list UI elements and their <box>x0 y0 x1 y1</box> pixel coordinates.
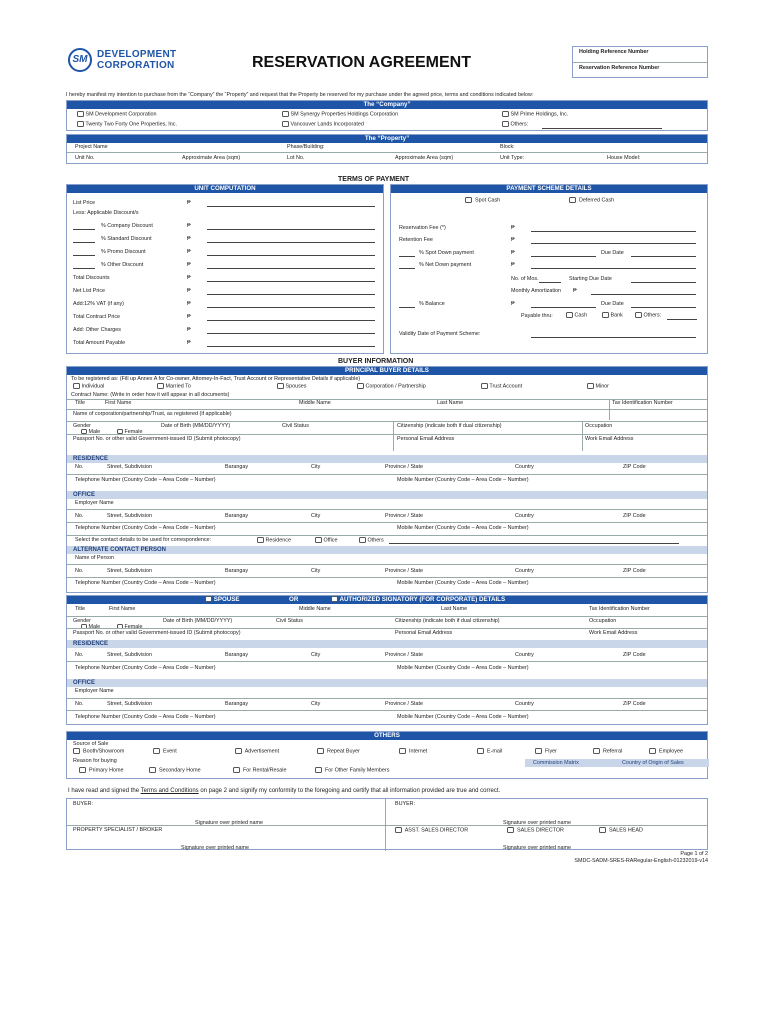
retention-fee-field[interactable] <box>531 243 696 244</box>
address-col-label: City <box>311 464 321 470</box>
reason-option[interactable]: For Rental/Resale <box>233 767 286 773</box>
address-col-label: Barangay <box>225 513 249 519</box>
unit-row-label: Add:12% VAT (if any) <box>73 301 124 307</box>
spot-down-due-field[interactable] <box>631 256 696 257</box>
area-label-1: Approximate Area (sqm) <box>182 155 241 161</box>
project-name-label: Project Name <box>75 144 108 150</box>
payable-thru-label: Payable thru: <box>521 313 553 319</box>
property-bar: The “Property” <box>67 135 707 143</box>
address-col-label: Province / State <box>385 568 424 574</box>
principal-bar: PRINCIPAL BUYER DETAILS <box>67 367 707 375</box>
contract-name-label: Contract Name: (Write in order how it will appear in all documents) <box>71 392 230 398</box>
page-number: Page 1 of 2 <box>680 851 708 857</box>
unit-row-label: Total Discounts <box>73 275 110 281</box>
company-option-others[interactable]: Others: <box>502 121 528 127</box>
page-title: RESERVATION AGREEMENT <box>252 54 471 71</box>
unit-row-field[interactable] <box>207 320 375 321</box>
company-option-smdc[interactable]: SM Development Corporation <box>77 111 157 117</box>
retention-fee-label: Retention Fee <box>399 237 433 243</box>
bank-option[interactable]: Bank <box>602 312 623 318</box>
unit-computation: UNIT COMPUTATION List Price ₱ Less: Applicable Discount/s % Company Discount ₱ % Standard Discount ₱ % Promo Discount ₱ % Other Discount ₱ Total Discounts ₱ Net List Price ₱ Add:12% VAT (if any) ₱ Total Contract Price ₱ Add: Other Charges ₱ Total Amount Payable ₱ <box>66 184 384 354</box>
balance-label: % Balance <box>419 301 445 307</box>
reservation-ref-label: Reservation Reference Number <box>579 65 660 71</box>
house-model-label: House Model: <box>607 155 641 161</box>
address-col-label: Province / State <box>385 652 424 658</box>
spot-cash-option[interactable]: Spot Cash <box>465 197 500 203</box>
balance-field[interactable] <box>531 307 596 308</box>
address-col-label: Country <box>515 513 534 519</box>
unit-row-field[interactable] <box>207 255 375 256</box>
registered-as-label: To be registered as: (Fill up Annex A for Co-owner, Attorney-In-Fact, Trust Account or Representative Details if applicable) <box>71 376 361 382</box>
alt-contact-section: ALTERNATE CONTACT PERSON <box>67 546 707 554</box>
office-section: OFFICE <box>67 491 707 499</box>
reservation-fee-field[interactable] <box>531 231 696 232</box>
address-col-label: ZIP Code <box>623 464 646 470</box>
address-col-label: No. <box>75 652 84 658</box>
unit-type-label: Unit Type: <box>500 155 525 161</box>
address-col-label: Street, Subdivision <box>107 701 152 707</box>
no-of-mos-field[interactable] <box>539 282 561 283</box>
net-down-field[interactable] <box>531 268 696 269</box>
address-col-label: Street, Subdivision <box>107 568 152 574</box>
unit-row-label: Total Amount Payable <box>73 340 126 346</box>
unit-row-label: Less: Applicable Discount/s <box>73 210 139 216</box>
reason-option[interactable]: For Other Family Members <box>315 767 389 773</box>
asd-option[interactable]: ASST. SALES DIRECTOR <box>395 827 468 833</box>
address-col-label: Barangay <box>225 652 249 658</box>
address-col-label: Street, Subdivision <box>107 464 152 470</box>
company-section <box>66 100 708 131</box>
source-option[interactable]: Internet <box>399 748 427 754</box>
source-option[interactable]: Booth/Showroom <box>73 748 124 754</box>
source-option[interactable]: Flyer <box>535 748 557 754</box>
company-option-vancouver[interactable]: Vancouver Lands Incorporated <box>282 121 364 127</box>
address-col-label: Street, Subdivision <box>107 513 152 519</box>
address-col-label: Province / State <box>385 464 424 470</box>
net-down-label: % Net Down payment <box>419 262 472 268</box>
validity-date-label: Validity Date of Payment Scheme: <box>399 331 481 337</box>
cash-option[interactable]: Cash <box>566 312 587 318</box>
unit-row-field[interactable] <box>207 281 375 282</box>
sh-option[interactable]: SALES HEAD <box>599 827 643 833</box>
address-col-label: Barangay <box>225 568 249 574</box>
address-col-label: ZIP Code <box>623 568 646 574</box>
address-col-label: Barangay <box>225 464 249 470</box>
source-option[interactable]: Employee <box>649 748 683 754</box>
deferred-cash-option[interactable]: Deferred Cash <box>569 197 614 203</box>
unit-row-field[interactable] <box>207 346 375 347</box>
source-option[interactable]: E-mail <box>477 748 502 754</box>
address-col-label: Country <box>515 652 534 658</box>
area-label-2: Approximate Area (sqm) <box>395 155 454 161</box>
spouse-residence-section: RESIDENCE <box>67 640 707 648</box>
company-option-synergy[interactable]: SM Synergy Properties Holdings Corporation <box>282 111 398 117</box>
gender-male-option[interactable]: Male <box>81 429 100 435</box>
payment-scheme-bar: PAYMENT SCHEME DETAILS <box>391 185 707 193</box>
address-col-label: Street, Subdivision <box>107 652 152 658</box>
unit-row-field[interactable] <box>207 268 375 269</box>
address-col-label: City <box>311 701 321 707</box>
register-option[interactable]: Married To <box>157 383 191 389</box>
register-option[interactable]: Individual <box>73 383 104 389</box>
reason-option[interactable]: Primary Home <box>79 767 123 773</box>
certify-text: I have read and signed the Terms and Conditions on page 2 and signify my conformity to the foregoing and certify that all information provided are true and correct. <box>68 788 501 794</box>
others-section: OTHERS Source of Sale Reason for buying Commission Matrix Country of Origin of Sales Booth/Showroom Event Advertisement Repeat Buyer Internet E-mail Flyer Referral Employee Primary Home Secondary Home For Rental/Resale For Other Family Members <box>66 731 708 779</box>
address-col-label: No. <box>75 568 84 574</box>
unit-row-field[interactable] <box>207 307 375 308</box>
terms-title: TERMS OF PAYMENT <box>338 176 410 183</box>
sd-option[interactable]: SALES DIRECTOR <box>507 827 564 833</box>
address-col-label: No. <box>75 701 84 707</box>
holding-ref-label: Holding Reference Number <box>579 49 649 55</box>
spouse-male-option[interactable]: Male <box>81 624 100 630</box>
reason-option[interactable]: Secondary Home <box>149 767 201 773</box>
buyer-info-title: BUYER INFORMATION <box>338 358 414 365</box>
gender-female-option[interactable]: Female <box>117 429 142 435</box>
company-bar: The “Company” <box>67 101 707 109</box>
register-option[interactable]: Corporation / Partnership <box>357 383 426 389</box>
address-col-label: No. <box>75 464 84 470</box>
no-of-mos-label: No. of Mos. <box>511 276 539 282</box>
unit-row-label: List Price <box>73 200 96 206</box>
spot-down-label: % Spot Down payment <box>419 250 474 256</box>
unit-row-label: % Other Discount <box>101 262 144 268</box>
unit-row-label: % Promo Discount <box>101 249 146 255</box>
spot-down-field[interactable] <box>531 256 596 257</box>
corr-office-option[interactable]: Office <box>315 537 337 543</box>
unit-row-label: Net List Price <box>73 288 106 294</box>
unit-row-label: % Standard Discount <box>101 236 152 242</box>
residence-section: RESIDENCE <box>67 455 707 463</box>
others-bar: OTHERS <box>67 732 707 740</box>
phase-label: Phase/Building: <box>287 144 325 150</box>
signature-section: BUYER: BUYER: Signature over printed name Signature over printed name PROPERTY SPECIALIST / BROKER ASST. SALES DIRECTOR SALES DIRECTOR SALES HEAD Signature over printed name Signature over printed name <box>66 798 708 850</box>
unit-computation-bar: UNIT COMPUTATION <box>67 185 383 193</box>
address-col-label: City <box>311 568 321 574</box>
property-section <box>66 134 708 164</box>
form-code: SMDC-SADM-SRES-RARegular-English-01232019-v14 <box>574 858 708 864</box>
address-col-label: Barangay <box>225 701 249 707</box>
reservation-fee-label: Reservation Fee (*) <box>399 225 446 231</box>
address-col-label: ZIP Code <box>623 652 646 658</box>
address-col-label: Country <box>515 701 534 707</box>
source-option[interactable]: Advertisement <box>235 748 279 754</box>
address-col-label: Country <box>515 464 534 470</box>
monthly-amort-label: Monthly Amortization <box>511 288 562 294</box>
unit-row-label: Total Contract Price <box>73 314 121 320</box>
terms-link[interactable]: Terms and Conditions <box>140 788 199 794</box>
reservation-form <box>66 42 708 872</box>
register-option[interactable]: Spouses <box>277 383 306 389</box>
unit-row-field[interactable] <box>207 294 375 295</box>
validity-date-field[interactable] <box>531 337 696 338</box>
company-option-2241[interactable]: Twenty Two Forty One Properties, Inc. <box>77 121 177 127</box>
reference-box <box>572 46 708 78</box>
spouse-bar: SPOUSE OR AUTHORIZED SIGNATORY (FOR CORPORATE) DETAILS <box>67 596 707 604</box>
spouse-section: SPOUSE OR AUTHORIZED SIGNATORY (FOR CORPORATE) DETAILS Title First Name Middle Name Last Name Tax Identification Number Gender Male Female Date of Birth (MM/DD/YYYY) Civil Status Citizenship (indicate both if dual citizenship) Occupation Passport No. or other valid Government-issued ID (Submit photocopy) Personal Email Address Work Email Address RESIDENCE Telephone Number (Country Code – Area Code – Number) Mobile Number (Country Code – Area Code – Number) OFFICE Employer Name Telephone Number (Country Code – Area Code – Number) Mobile Number (Country Code – Area Code – Number) No. Street, Subdivision Barangay City Province / State Country ZIP Code No. Street, Subdivision Barangay City Province / State Country ZIP Code <box>66 595 708 725</box>
sm-logo-mark: SM <box>68 48 92 72</box>
payment-scheme: PAYMENT SCHEME DETAILS Spot Cash Deferred Cash Reservation Fee (*) ₱ Retention Fee ₱ % Spot Down payment ₱ Due Date % Net Down payment ₱ No. of Mos. Starting Due Date Monthly Amortization ₱ % Balance ₱ Due Date Payable thru: Cash Bank Others: Validity Date of Payment Scheme: <box>390 184 708 354</box>
company-option-prime[interactable]: SM Prime Holdings, Inc. <box>502 111 568 117</box>
address-col-label: ZIP Code <box>623 701 646 707</box>
source-option[interactable]: Event <box>153 748 177 754</box>
unit-row-label: % Company Discount <box>101 223 153 229</box>
source-option[interactable]: Referral <box>593 748 622 754</box>
balance-due-field[interactable] <box>631 307 696 308</box>
others-option[interactable]: Others: <box>635 312 661 318</box>
starting-due-field[interactable] <box>631 282 696 283</box>
address-col-label: No. <box>75 513 84 519</box>
unit-row-field[interactable] <box>207 229 375 230</box>
source-option[interactable]: Repeat Buyer <box>317 748 360 754</box>
register-option[interactable]: Trust Account <box>481 383 522 389</box>
address-col-label: ZIP Code <box>623 513 646 519</box>
logo-text-bottom: CORPORATION <box>97 60 175 71</box>
intro-text: I hereby manifest my intention to purchase from the “Company” the “Property” and request that the Property be reserved for my purchase under the agreed price, terms and conditions indicated below: <box>66 92 534 98</box>
logo <box>68 48 198 78</box>
address-col-label: Province / State <box>385 701 424 707</box>
corr-residence-option[interactable]: Residence <box>257 537 291 543</box>
spouse-office-section: OFFICE <box>67 679 707 687</box>
address-col-label: City <box>311 513 321 519</box>
address-col-label: Province / State <box>385 513 424 519</box>
logo-text-top: DEVELOPMENT <box>97 49 177 60</box>
company-others-field[interactable] <box>542 128 662 129</box>
unit-row-field[interactable] <box>207 206 375 207</box>
principal-buyer: PRINCIPAL BUYER DETAILS To be registered as: (Fill up Annex A for Co-owner, Attorney-In-Fact, Trust Account or Representative Details if applicable) Contract Name: (Write in order how it will appear in all documents) Title First Name Middle Name Last Name Tax Identification Number Name of corporation/partnership/Trust, as registered (if applicable) Gender Male Female Date of Birth (MM/DD/YYYY) Civil Status Citizenship (indicate both if dual citizenship) Occupation Passport No. or other valid Government-issued ID (Submit photocopy) Personal Email Address Work Email Address RESIDENCE Telephone Number (Country Code – Area Code – Number) Mobile Number (Country Code – Area Code – Number) OFFICE Employer Name Telephone Number (Country Code – Area Code – Number) Mobile Number (Country Code – Area Code – Number) Select the contact details to be used for correspondence: Residence Office Others ALTERNATE CONTACT PERSON Name of Person Telephone Number (Country Code – Area Code – Number) Mobile Number (Country Code – Area Code – Number) Individual Married To Spouses Corporation / Partnership Trust Account Minor No. Street, Subdivision Barangay City Province / State Country ZIP Code No. Street, Subdivision Barangay City Province / State Country ZIP Code No. Street, Subdivision Barangay City Province / State Country ZIP Code <box>66 366 708 593</box>
register-option[interactable]: Minor <box>587 383 609 389</box>
spouse-female-option[interactable]: Female <box>117 624 142 630</box>
unit-row-field[interactable] <box>207 333 375 334</box>
address-col-label: City <box>311 652 321 658</box>
unit-row-field[interactable] <box>207 242 375 243</box>
lot-no-label: Lot No. <box>287 155 305 161</box>
block-label: Block: <box>500 144 515 150</box>
corr-others-option[interactable]: Others <box>359 537 384 543</box>
address-col-label: Country <box>515 568 534 574</box>
unit-no-label: Unit No. <box>75 155 95 161</box>
monthly-amort-field[interactable] <box>591 294 696 295</box>
unit-row-label: Add: Other Charges <box>73 327 121 333</box>
corp-name-label: Name of corporation/partnership/Trust, as registered (if applicable) <box>73 411 232 417</box>
